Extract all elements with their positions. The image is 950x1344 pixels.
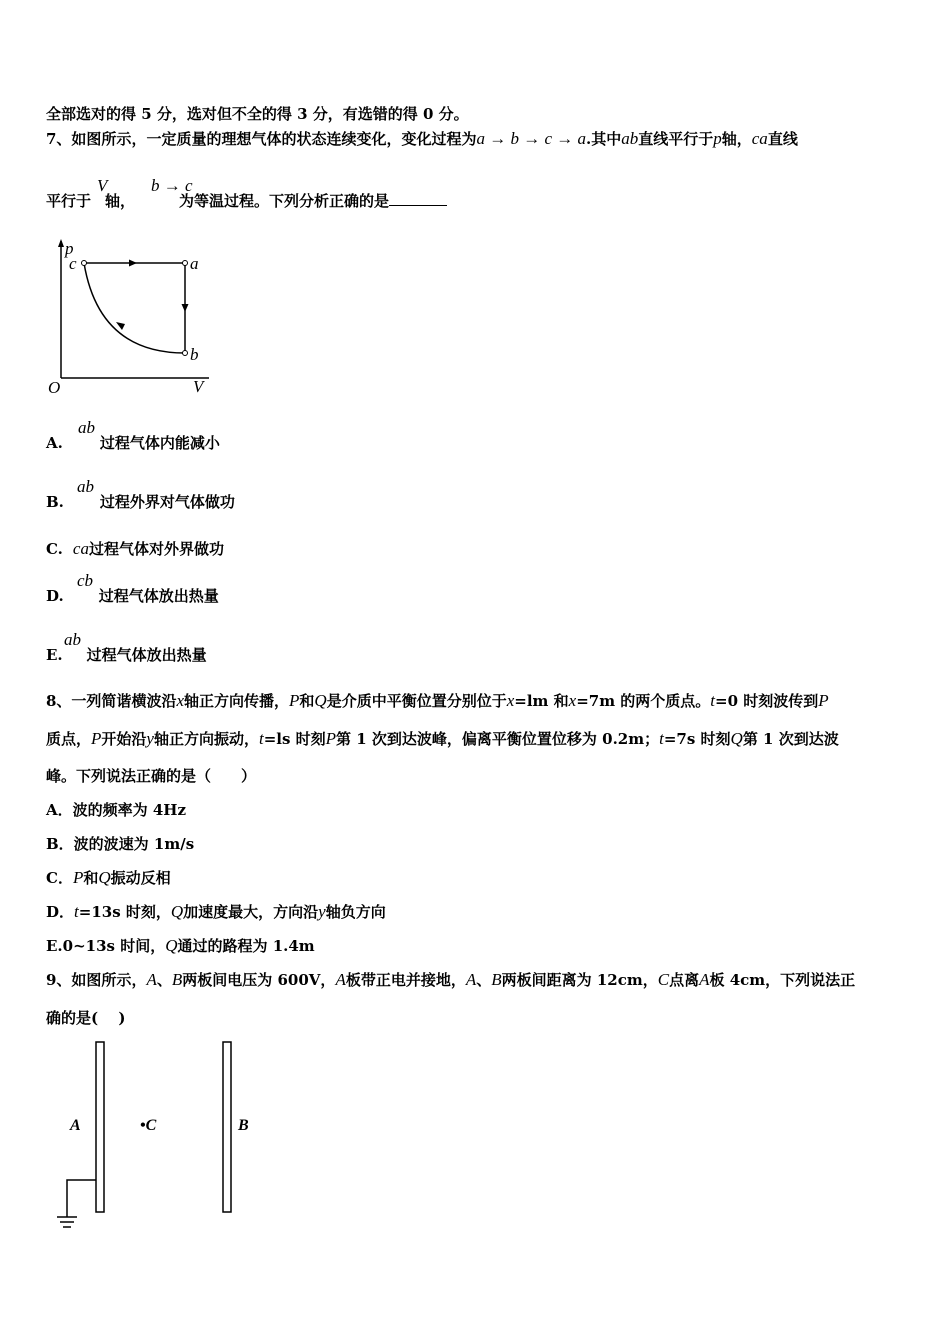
q7-pv-diagram bbox=[44, 238, 224, 403]
q8-text: 轴负方向 bbox=[325, 903, 386, 921]
q8-text: C． bbox=[46, 869, 73, 887]
q8-var: P bbox=[818, 691, 829, 710]
label-a: a bbox=[190, 254, 199, 273]
option-e-math: ab bbox=[64, 630, 81, 649]
q9-text: 板 4cm，下列说法正 bbox=[709, 971, 856, 989]
q7-math-ab: ab bbox=[621, 129, 639, 148]
q7-option-d[interactable] bbox=[46, 585, 219, 606]
q9-text: 、 bbox=[156, 971, 172, 989]
q8-stem-line3: 峰。下列说法正确的是（ ） bbox=[46, 767, 257, 785]
q9-var: A bbox=[699, 970, 710, 989]
q8-stem-line1 bbox=[46, 690, 829, 711]
q8-text: 和 bbox=[299, 692, 315, 710]
option-letter: E. bbox=[46, 646, 63, 664]
q9-var: A bbox=[335, 970, 346, 989]
option-text: 过程气体内能减小 bbox=[99, 434, 220, 452]
bc-arrow bbox=[116, 322, 125, 330]
q8-var: y bbox=[318, 902, 326, 921]
q8-var: t bbox=[659, 729, 664, 748]
q7-text: 为等温过程。下列分析正确的是 bbox=[179, 192, 390, 210]
q8-var: Q bbox=[314, 691, 327, 710]
q8-var: P bbox=[91, 729, 102, 748]
q9-text: 9、如图所示， bbox=[46, 971, 147, 989]
q7-text: 轴， bbox=[105, 192, 136, 210]
q7-stem-line1 bbox=[46, 128, 798, 149]
q8-text: 轴正方向传播， bbox=[184, 692, 290, 710]
q7-stem-line2 bbox=[46, 190, 447, 211]
q7-option-a[interactable] bbox=[46, 432, 220, 453]
q9-var: B bbox=[171, 970, 183, 989]
q8-var: P bbox=[325, 729, 337, 748]
q8-var: t bbox=[258, 729, 264, 748]
q7-text: 直线平行于 bbox=[638, 130, 714, 148]
q7-math-v: V bbox=[97, 176, 108, 195]
option-letter: D. bbox=[46, 587, 64, 605]
option-text: 过程气体放出热量 bbox=[86, 646, 207, 664]
q8-text: 第 1 次到达波峰，偏离平衡位置位移为 0.2m； bbox=[336, 730, 660, 748]
q9-text: 、 bbox=[476, 971, 492, 989]
q9-stem-line1 bbox=[46, 969, 855, 990]
q9-plates-diagram bbox=[52, 1040, 262, 1240]
q8-text: 开始沿 bbox=[101, 730, 147, 748]
q7-math-p: p bbox=[713, 129, 722, 148]
option-text: 过程气体放出热量 bbox=[98, 587, 219, 605]
q8-var: y bbox=[146, 729, 154, 748]
q8-var: Q bbox=[165, 936, 178, 955]
q7-math-ca: ca bbox=[751, 129, 768, 148]
plate-a bbox=[96, 1042, 104, 1212]
q9-var: A bbox=[146, 970, 157, 989]
q8-option-d[interactable] bbox=[46, 901, 386, 922]
q8-var: t bbox=[74, 902, 79, 921]
q6-scoring-note: 全部选对的得 5 分，选对但不全的得 3 分，有选错的得 0 分。 bbox=[46, 105, 469, 123]
point-c bbox=[82, 261, 87, 266]
ca-arrow bbox=[129, 260, 137, 267]
option-a-math: ab bbox=[78, 418, 95, 437]
p-axis-arrow bbox=[58, 239, 64, 247]
plate-b bbox=[223, 1042, 231, 1212]
q9-text: 两板间距离为 12cm， bbox=[501, 971, 658, 989]
q8-text: =0 时刻波传到 bbox=[715, 692, 819, 710]
q8-text: 加速度最大，方向沿 bbox=[183, 903, 319, 921]
point-b bbox=[183, 351, 188, 356]
ab-arrow bbox=[182, 304, 189, 312]
q8-var: x bbox=[568, 691, 577, 710]
q8-var: x bbox=[506, 691, 515, 710]
q8-var: P bbox=[289, 691, 300, 710]
q8-option-b[interactable]: B．波的波速为 1m/s bbox=[46, 835, 195, 853]
q9-text: 点离 bbox=[669, 971, 700, 989]
label-b: b bbox=[190, 345, 199, 364]
q7-text: 直线 bbox=[767, 130, 798, 148]
option-math: ca bbox=[72, 539, 89, 558]
q8-text: 通过的路程为 1.4m bbox=[177, 937, 315, 955]
q8-var: P bbox=[72, 868, 84, 887]
q8-option-a[interactable]: A．波的频率为 4Hz bbox=[46, 801, 186, 819]
q8-text: 8、一列简谐横波沿 bbox=[46, 692, 177, 710]
ground-wire bbox=[67, 1180, 96, 1217]
label-c: c bbox=[69, 254, 77, 273]
q8-text: 和 bbox=[83, 869, 99, 887]
option-d-math: cb bbox=[77, 571, 94, 590]
q7-option-e[interactable] bbox=[46, 644, 207, 665]
point-a bbox=[183, 261, 188, 266]
q7-text: 轴， bbox=[721, 130, 752, 148]
q8-text: 振动反相 bbox=[110, 869, 171, 887]
q8-text: E.0~13s 时间， bbox=[46, 937, 166, 955]
option-letter: A. bbox=[46, 434, 63, 452]
q9-var: A bbox=[465, 970, 477, 989]
option-letter: B. bbox=[46, 493, 64, 511]
q8-text: D． bbox=[46, 903, 75, 921]
q8-text: 质点， bbox=[46, 730, 92, 748]
option-text: 过程气体对外界做功 bbox=[88, 540, 224, 558]
label-plate-b: B bbox=[238, 1117, 249, 1134]
q7-text: 7、如图所示，一定质量的理想气体的状态连续变化，变化过程为 bbox=[46, 130, 477, 148]
answer-blank bbox=[389, 193, 447, 206]
q8-text: =7s 时刻 bbox=[663, 730, 731, 748]
q9-var: B bbox=[491, 970, 502, 989]
q8-stem-line2 bbox=[46, 728, 839, 749]
q7-process-math: a → b → c → a bbox=[476, 129, 586, 148]
q9-stem-line2: 确的是( ) bbox=[46, 1009, 126, 1027]
label-p: p bbox=[65, 239, 74, 258]
q7-math-bc: b → c bbox=[151, 176, 193, 195]
q9-text: 板带正电并接地， bbox=[345, 971, 466, 989]
q9-var: C bbox=[657, 970, 670, 989]
q8-text: =ls 时刻 bbox=[263, 730, 326, 748]
q8-text: 轴正方向振动， bbox=[153, 730, 259, 748]
q8-option-c[interactable] bbox=[46, 867, 171, 888]
option-letter: C. bbox=[46, 540, 63, 558]
label-plate-a: A bbox=[70, 1117, 81, 1134]
q9-text: 两板间电压为 600V， bbox=[182, 971, 336, 989]
option-b-math: ab bbox=[77, 477, 94, 496]
label-point-c: •C bbox=[140, 1117, 157, 1134]
q8-text: 第 1 次到达波 bbox=[742, 730, 839, 748]
q8-var: Q bbox=[98, 868, 111, 887]
q8-text: =13s 时刻， bbox=[78, 903, 171, 921]
q8-var: Q bbox=[730, 729, 743, 748]
q7-text: 平行于 bbox=[46, 192, 92, 210]
q8-var: Q bbox=[170, 902, 184, 921]
q8-text: =lm 和 bbox=[514, 692, 569, 710]
label-v: V bbox=[193, 377, 204, 396]
option-text: 过程外界对气体做功 bbox=[99, 493, 235, 511]
q8-text: 是介质中平衡位置分别位于 bbox=[326, 692, 507, 710]
q8-var: t bbox=[710, 691, 716, 710]
q8-text: =7m 的两个质点。 bbox=[576, 692, 711, 710]
q7-option-b[interactable] bbox=[46, 491, 235, 512]
bc-isotherm bbox=[84, 263, 185, 353]
q8-option-e[interactable] bbox=[46, 935, 315, 956]
q7-option-c[interactable] bbox=[46, 538, 224, 559]
q8-var: x bbox=[176, 691, 184, 710]
q7-text: .其中 bbox=[586, 130, 622, 148]
label-origin: O bbox=[48, 378, 61, 397]
